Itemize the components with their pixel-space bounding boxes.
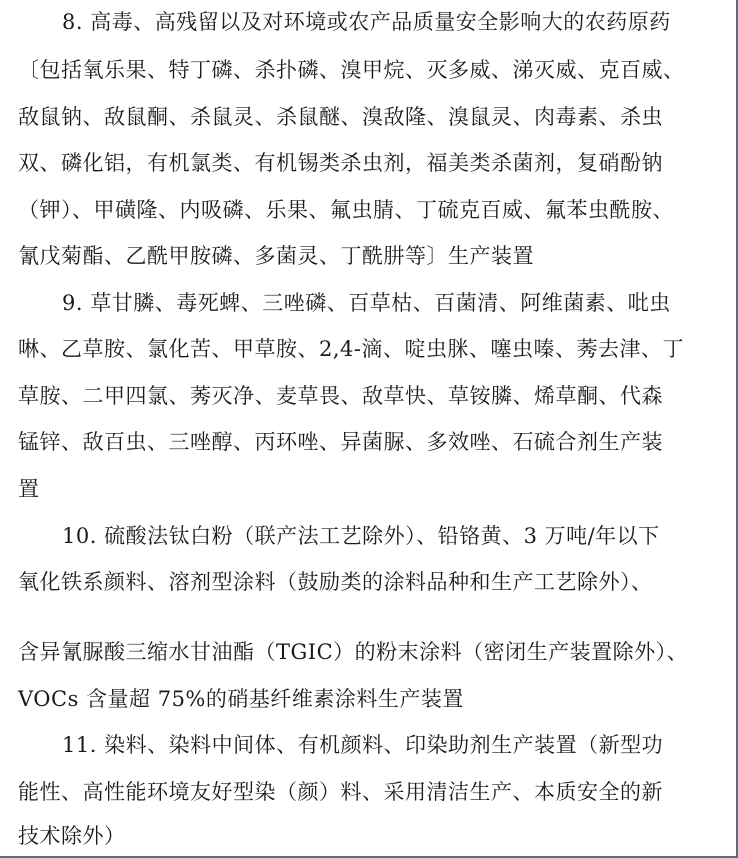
text-line: 氧化铁系颜料、溶剂型涂料（鼓励类的涂料品种和生产工艺除外）、	[18, 570, 653, 594]
text-line: 含异氰脲酸三缩水甘油酯（TGIC）的粉末涂料（密闭生产装置除外）、	[18, 640, 689, 664]
text-line: 9. 草甘膦、毒死蜱、三唑磷、百草枯、百菌清、阿维菌素、吡虫	[62, 291, 671, 315]
text-line: 11. 染料、染料中间体、有机颜料、印染助剂生产装置（新型功	[62, 733, 664, 757]
text-line: 啉、乙草胺、氯化苦、甲草胺、2,4-滴、啶虫脒、噻虫嗪、莠去津、丁	[18, 337, 684, 361]
text-line: 双、磷化铝，有机氯类、有机锡类杀虫剂，福美类杀菌剂，复硝酚钠	[18, 151, 663, 175]
text-line: 〔包括氧乐果、特丁磷、杀扑磷、溴甲烷、灭多威、涕灭威、克百威、	[18, 58, 685, 82]
text-line: 技术除外）	[18, 824, 126, 848]
text-line: 8. 高毒、高残留以及对环境或农产品质量安全影响大的农药原药	[62, 10, 671, 34]
text-line: （钾）、甲磺隆、内吸磷、乐果、氟虫腈、丁硫克百威、氟苯虫酰胺、	[18, 198, 674, 222]
text-line: 草胺、二甲四氯、莠灭净、麦草畏、敌草快、草铵膦、烯草酮、代森	[18, 384, 663, 408]
text-line: VOCs 含量超 75%的硝基纤维素涂料生产装置	[18, 687, 464, 711]
text-line: 敌鼠钠、敌鼠酮、杀鼠灵、杀鼠醚、溴敌隆、溴鼠灵、肉毒素、杀虫	[18, 105, 663, 129]
text-line: 能性、高性能环境友好型染（颜）料、采用清洁生产、本质安全的新	[18, 780, 663, 804]
text-line: 10. 硫酸法钛白粉（联产法工艺除外）、铅铬黄、3 万吨/年以下	[62, 524, 660, 548]
text-line: 锰锌、敌百虫、三唑醇、丙环唑、异菌脲、多效唑、石硫合剂生产装	[18, 430, 663, 454]
text-line: 置	[18, 477, 40, 501]
text-line: 氰戊菊酯、乙酰甲胺磷、多菌灵、丁酰肼等〕生产装置	[18, 244, 534, 268]
